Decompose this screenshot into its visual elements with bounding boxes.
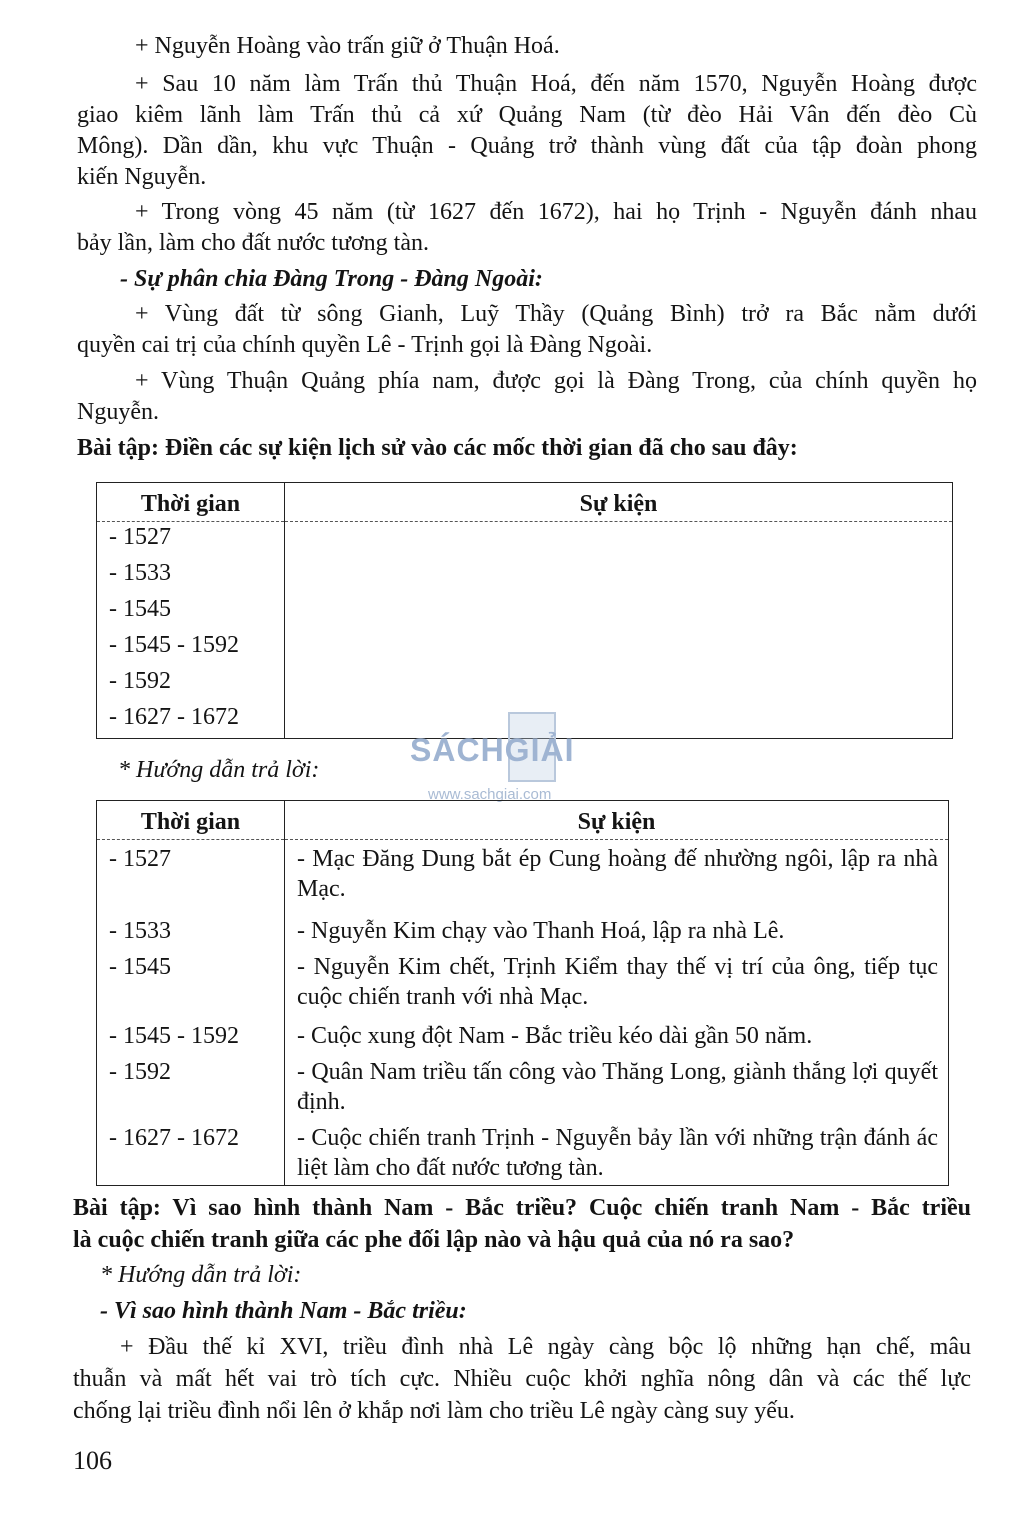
table-row xyxy=(97,1018,949,1057)
guide-label: * Hướng dẫn trả lời: xyxy=(100,1262,302,1288)
table-row xyxy=(97,840,949,911)
table-cell-event: - Cuộc xung đột Nam - Bắc triều kéo dài gần 50 năm. xyxy=(297,1023,813,1049)
table-cell-time: - 1527 xyxy=(97,840,285,911)
table-row xyxy=(97,952,949,1018)
table-cell-event xyxy=(285,558,953,594)
text-line: quyền cai trị của chính quyền Lê - Trịnh gọi là Đàng Ngoài. xyxy=(77,332,653,358)
watermark-brand: SÁCHGIẢI xyxy=(410,732,575,768)
text-line: kiến Nguyễn. xyxy=(77,164,207,190)
text-line: + Sau 10 năm làm Trấn thủ Thuận Hoá, đến năm 1570, Nguyễn Hoàng được xyxy=(135,71,977,97)
table-row xyxy=(97,1123,949,1186)
table-cell-time: - 1545 - 1592 xyxy=(97,630,285,666)
subheading: - Vì sao hình thành Nam - Bắc triều: xyxy=(100,1298,467,1324)
table-cell-event xyxy=(285,666,953,702)
table-cell-event: - Nguyễn Kim chạy vào Thanh Hoá, lập ra nhà Lê. xyxy=(297,918,785,944)
exercise-heading: Bài tập: Điền các sự kiện lịch sử vào các mốc thời gian đã cho sau đây: xyxy=(77,435,798,461)
table-header-time: Thời gian xyxy=(97,483,285,522)
text-line: + Trong vòng 45 năm (từ 1627 đến 1672), hai họ Trịnh - Nguyễn đánh nhau xyxy=(135,199,977,225)
exercise-heading: Bài tập: Vì sao hình thành Nam - Bắc triều? Cuộc chiến tranh Nam - Bắc triều xyxy=(73,1195,971,1221)
table-cell-time: - 1527 xyxy=(97,522,285,559)
text-line: + Nguyễn Hoàng vào trấn giữ ở Thuận Hoá. xyxy=(135,33,560,59)
watermark xyxy=(410,712,620,804)
table-cell-event: - Nguyễn Kim chết, Trịnh Kiểm thay thế vị trí của ông, tiếp tục cuộc chiến tranh với nhà Mạc. xyxy=(297,954,938,1010)
table-header-event: Sự kiện xyxy=(285,483,953,522)
text-line: + Đầu thế kỉ XVI, triều đình nhà Lê ngày càng bộc lộ những hạn chế, mâu xyxy=(120,1334,971,1360)
text-line: Nguyễn. xyxy=(77,399,159,425)
text-line: bảy lần, làm cho đất nước tương tàn. xyxy=(77,230,429,256)
exercise-heading: là cuộc chiến tranh giữa các phe đối lập nào và hậu quả của nó ra sao? xyxy=(73,1227,795,1253)
guide-label: * Hướng dẫn trả lời: xyxy=(118,757,320,783)
answer-table xyxy=(96,800,949,1186)
table-cell-time: - 1592 xyxy=(97,666,285,702)
table-cell-time: - 1592 xyxy=(97,1057,285,1123)
table-cell-time: - 1545 xyxy=(97,952,285,1018)
subheading: - Sự phân chia Đàng Trong - Đàng Ngoài: xyxy=(120,266,543,292)
table-cell-event xyxy=(285,630,953,666)
text-line: chống lại triều đình nổi lên ở khắp nơi làm cho triều Lê ngày càng suy yếu. xyxy=(73,1398,795,1424)
text-line: + Vùng đất từ sông Gianh, Luỹ Thầy (Quảng Bình) trở ra Bắc nằm dưới xyxy=(135,301,977,327)
table-cell-time: - 1627 - 1672 xyxy=(97,702,285,739)
table-row xyxy=(97,1057,949,1123)
exercise-table xyxy=(96,482,953,739)
table-cell-time: - 1627 - 1672 xyxy=(97,1123,285,1186)
table-header-time: Thời gian xyxy=(97,801,285,840)
table-cell-event: - Quân Nam triều tấn công vào Thăng Long, giành thắng lợi quyết định. xyxy=(297,1059,938,1115)
table-cell-event xyxy=(285,594,953,630)
table-cell-time: - 1533 xyxy=(97,558,285,594)
page-number: 106 xyxy=(73,1446,112,1475)
table-cell-time: - 1533 xyxy=(97,910,285,952)
text-line: + Vùng Thuận Quảng phía nam, được gọi là Đàng Trong, của chính quyền họ xyxy=(135,368,977,394)
watermark-url: www.sachgiai.com xyxy=(428,786,552,803)
table-cell-event: - Mạc Đăng Dung bắt ép Cung hoàng đế nhường ngôi, lập ra nhà Mạc. xyxy=(297,846,938,902)
text-line: Mông). Dần dần, khu vực Thuận - Quảng trở thành vùng đất của tập đoàn phong xyxy=(77,133,977,159)
table-cell-time: - 1545 xyxy=(97,594,285,630)
text-line: thuẫn và mất hết vai trò tích cực. Nhiều cuộc khởi nghĩa nông dân và các thế lực xyxy=(73,1366,971,1392)
table-cell-event xyxy=(285,522,953,559)
table-cell-time: - 1545 - 1592 xyxy=(97,1018,285,1057)
table-row xyxy=(97,910,949,952)
table-cell-event: - Cuộc chiến tranh Trịnh - Nguyễn bảy lần với những trận đánh ác liệt làm cho đất nước tương tàn. xyxy=(297,1125,938,1181)
text-line: giao kiêm lãnh làm Trấn thủ cả xứ Quảng Nam (từ đèo Hải Vân đến đèo Cù xyxy=(77,102,977,128)
table-header-event: Sự kiện xyxy=(285,801,949,840)
